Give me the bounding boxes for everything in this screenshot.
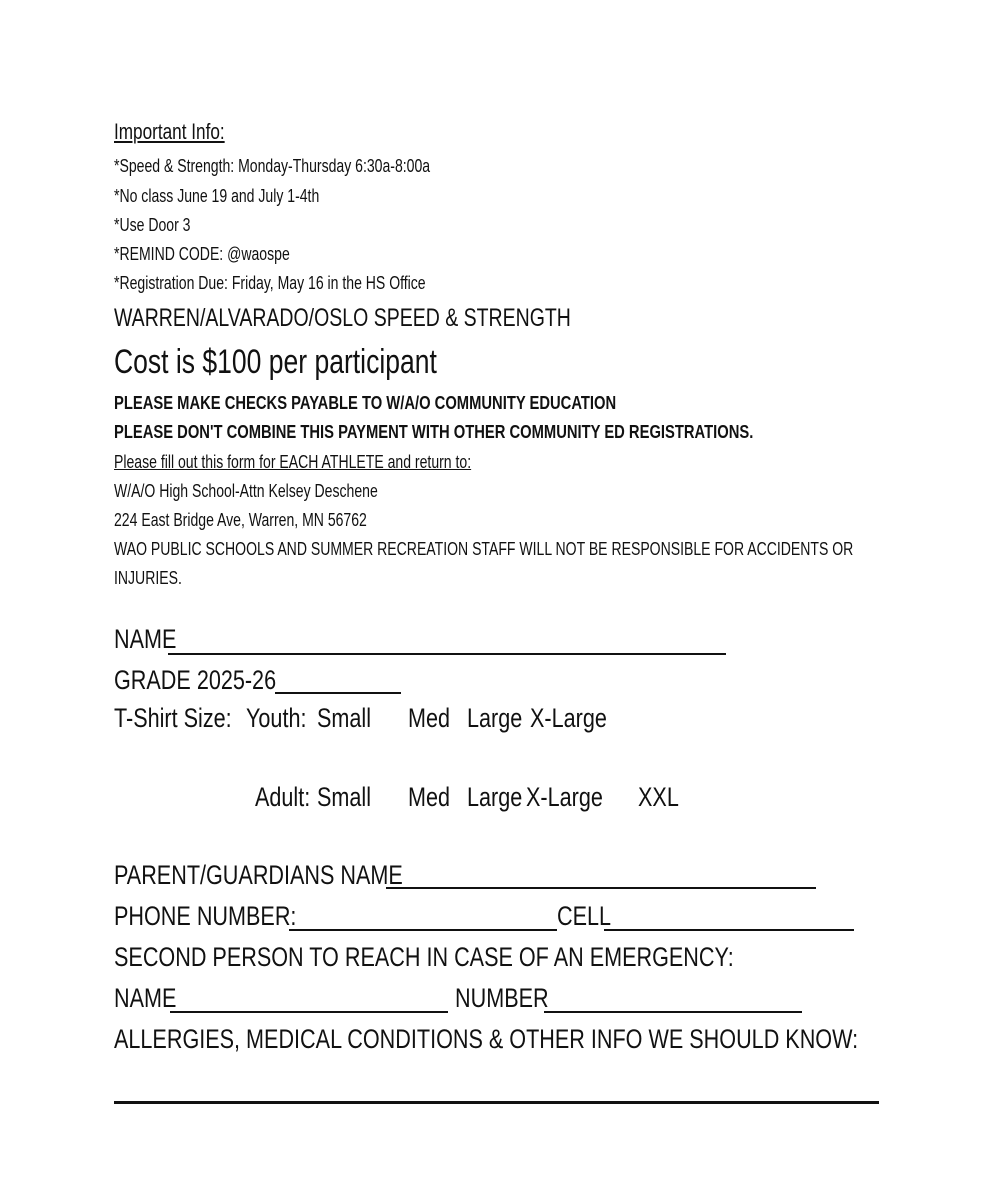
cell-label: CELL [557,901,612,931]
disclaimer-line-2: INJURIES. [114,568,182,588]
separate-payment-note: PLEASE DON'T COMBINE THIS PAYMENT WITH OTHER COMMUNITY ED REGISTRATIONS. [114,422,754,442]
return-instructions: Please fill out this form for EACH ATHLETE and return to: [114,452,472,472]
adult-size-small[interactable]: Small [317,782,372,812]
emergency-name-field[interactable] [170,1011,448,1013]
grade-label: GRADE 2025-26 [114,665,277,695]
youth-size-med[interactable]: Med [408,703,451,733]
youth-size-x-large[interactable]: X-Large [530,703,607,733]
allergies-field[interactable] [114,1101,879,1104]
adult-size-med[interactable]: Med [408,782,451,812]
info-door: *Use Door 3 [114,215,191,235]
emergency-number-label: NUMBER [455,983,549,1013]
phone-number-label: PHONE NUMBER: [114,901,297,931]
checks-payable-note: PLEASE MAKE CHECKS PAYABLE TO W/A/O COMMUNITY EDUCATION [114,393,617,413]
athlete-name-field[interactable] [168,653,726,655]
athlete-name-label: NAME [114,624,177,654]
emergency-name-label: NAME [114,983,177,1013]
address-line-1: W/A/O High School-Attn Kelsey Deschene [114,481,378,501]
program-title: WARREN/ALVARADO/OSLO SPEED & STRENGTH [114,304,571,332]
phone-number-field[interactable] [289,929,557,931]
parent-name-field[interactable] [386,887,816,889]
info-remind-code: *REMIND CODE: @waospe [114,244,290,264]
youth-size-small[interactable]: Small [317,703,372,733]
info-registration-due: *Registration Due: Friday, May 16 in the HS Office [114,273,426,293]
tshirt-size-label: T-Shirt Size: [114,703,232,733]
emergency-number-field[interactable] [544,1011,802,1013]
cost-text: Cost is $100 per participant [114,343,437,381]
youth-label: Youth: [246,703,307,733]
youth-size-large[interactable]: Large [467,703,523,733]
emergency-contact-heading: SECOND PERSON TO REACH IN CASE OF AN EMERGENCY: [114,942,734,972]
important-info-heading: Important Info: [114,119,225,144]
allergies-label: ALLERGIES, MEDICAL CONDITIONS & OTHER INFO WE SHOULD KNOW: [114,1024,859,1054]
grade-field[interactable] [275,692,401,694]
address-line-2: 224 East Bridge Ave, Warren, MN 56762 [114,510,367,530]
adult-size-large[interactable]: Large [467,782,523,812]
info-schedule: *Speed & Strength: Monday-Thursday 6:30a-8:00a [114,156,431,176]
parent-name-label: PARENT/GUARDIANS NAME [114,860,403,890]
adult-size-xxl[interactable]: XXL [638,782,679,812]
adult-label: Adult: [255,782,311,812]
adult-size-x-large[interactable]: X-Large [526,782,603,812]
info-no-class: *No class June 19 and July 1-4th [114,186,320,206]
cell-number-field[interactable] [604,929,854,931]
disclaimer-line-1: WAO PUBLIC SCHOOLS AND SUMMER RECREATION STAFF WILL NOT BE RESPONSIBLE FOR ACCIDENTS OR [114,539,854,559]
